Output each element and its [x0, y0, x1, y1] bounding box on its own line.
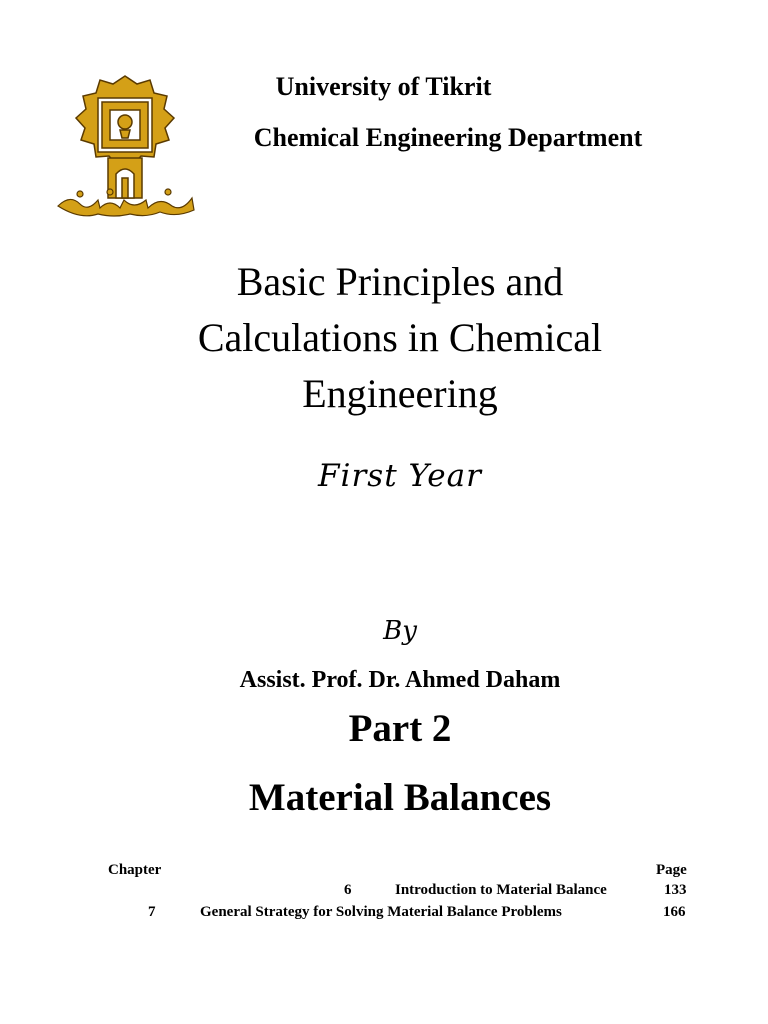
toc-chapter-number: 7 [148, 904, 156, 920]
title-line-3: Engineering [302, 371, 498, 416]
title-line-2: Calculations in Chemical [197, 315, 603, 360]
university-name: University of Tikrit [275, 72, 492, 101]
toc-chapter-number: 6 [344, 882, 352, 898]
toc-chapter-header: Chapter [108, 862, 162, 878]
toc-page-number: 133 [664, 882, 687, 898]
toc-row [0, 904, 768, 924]
document-title [0, 254, 768, 422]
title-line-1: Basic Principles and [236, 259, 564, 304]
part-label: Part 2 [348, 707, 452, 750]
toc-page-header: Page [656, 862, 687, 878]
toc-page-number: 166 [663, 904, 686, 920]
author-name: Assist. Prof. Dr. Ahmed Daham [239, 667, 561, 693]
toc-row [0, 882, 768, 902]
toc-chapter-title: General Strategy for Solving Material Balance Problems [200, 904, 562, 920]
toc-chapter-title: Introduction to Material Balance [395, 882, 607, 898]
department-name: Chemical Engineering Department [253, 123, 643, 152]
by-label: By [383, 616, 417, 646]
part-title: Material Balances [248, 776, 552, 819]
subtitle: First Year [318, 458, 482, 494]
